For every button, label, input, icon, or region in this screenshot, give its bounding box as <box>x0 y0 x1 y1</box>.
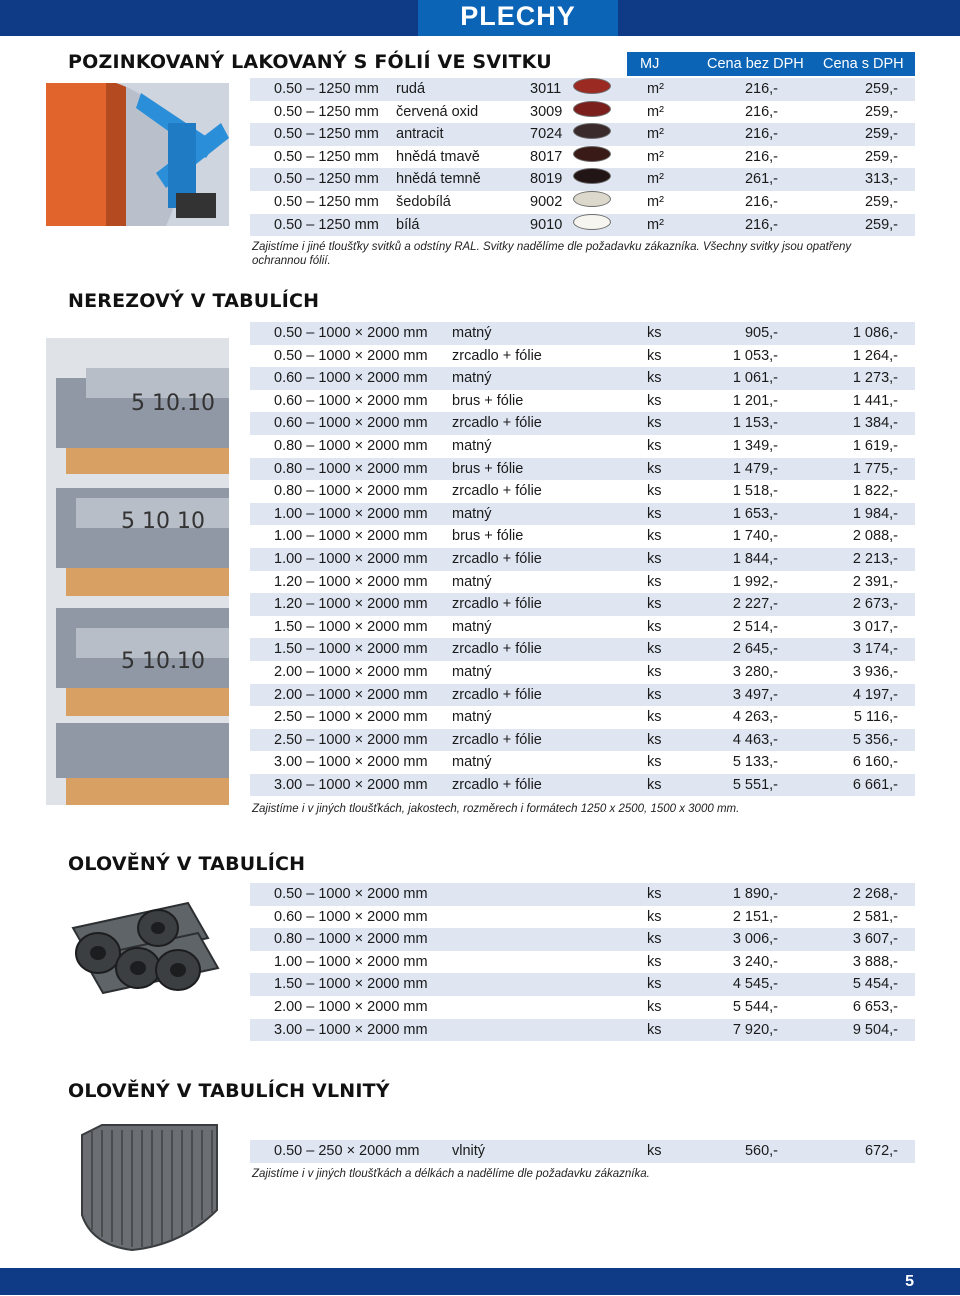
row-price-with-vat: 1 441,- <box>852 392 898 409</box>
row-price-without-vat: 216,- <box>744 193 778 210</box>
table-row <box>250 101 915 124</box>
color-swatch <box>573 214 611 230</box>
table-header <box>627 52 915 76</box>
note-nerezovy: Zajistíme i v jiných tloušťkách, jakostech, rozměrech i formátech 1250 x 2500, 1500 x 3000 mm. <box>252 803 740 815</box>
table-row <box>250 1019 915 1042</box>
table-nerezovy <box>250 322 915 796</box>
row-price-with-vat: 672,- <box>864 1143 898 1159</box>
row-name: brus + fólie <box>452 460 524 477</box>
row-unit: ks <box>647 731 662 748</box>
table-row <box>250 525 915 548</box>
row-price-with-vat: 2 213,- <box>852 550 898 567</box>
row-price-with-vat: 5 356,- <box>852 731 898 748</box>
row-price-with-vat: 3 888,- <box>852 953 898 970</box>
row-name: zrcadlo + fólie <box>452 483 542 500</box>
lead-rolls-photo <box>68 888 228 1010</box>
row-unit: ks <box>647 908 662 925</box>
row-size: 0.50 – 1000 × 2000 mm <box>274 325 428 341</box>
row-size: 1.00 – 1000 × 2000 mm <box>274 505 428 522</box>
row-name: zrcadlo + fólie <box>452 347 542 364</box>
row-unit: m² <box>647 171 664 188</box>
row-price-with-vat: 259,- <box>864 126 898 143</box>
row-price-with-vat: 1 273,- <box>852 370 898 387</box>
row-size: 2.00 – 1000 × 2000 mm <box>274 663 428 680</box>
section-title-lakovany: POZINKOVANÝ LAKOVANÝ S FÓLIÍ VE SVITKU <box>68 51 552 73</box>
row-size: 1.00 – 1000 × 2000 mm <box>274 953 428 970</box>
row-price-without-vat: 3 280,- <box>732 663 778 680</box>
footer-bar <box>0 1268 960 1295</box>
row-price-with-vat: 6 653,- <box>852 998 898 1015</box>
row-unit: ks <box>647 325 662 341</box>
row-price-without-vat: 216,- <box>744 103 778 120</box>
row-unit: ks <box>647 776 662 793</box>
table-row <box>250 390 915 413</box>
lead-rolls-image <box>68 888 228 1010</box>
steel-sheets-image <box>46 338 229 805</box>
row-size: 1.50 – 1000 × 2000 mm <box>274 618 428 635</box>
row-unit: ks <box>647 709 662 726</box>
row-price-with-vat: 2 391,- <box>852 573 898 590</box>
row-price-with-vat: 1 086,- <box>852 325 898 341</box>
table-row <box>250 168 915 191</box>
row-size: 2.00 – 1000 × 2000 mm <box>274 686 428 703</box>
table-row <box>250 616 915 639</box>
row-name: zrcadlo + fólie <box>452 596 542 613</box>
row-price-without-vat: 1 518,- <box>732 483 778 500</box>
row-size: 0.50 – 1250 mm <box>274 148 379 165</box>
row-unit: ks <box>647 998 662 1015</box>
row-size: 1.20 – 1000 × 2000 mm <box>274 573 428 590</box>
note-lakovany: Zajistíme i jiné tloušťky svitků a odstíny RAL. Svitky nadělíme dle požadavku zákazníka. Všechny svitky jsou opatřeny ochrannou fólií. <box>252 241 852 267</box>
row-size: 0.80 – 1000 × 2000 mm <box>274 483 428 500</box>
row-ral-code: 7024 <box>530 126 563 143</box>
page-number: 5 <box>905 1273 914 1290</box>
row-price-with-vat: 259,- <box>864 216 898 233</box>
row-name: matný <box>452 505 492 522</box>
row-name: matný <box>452 573 492 590</box>
row-price-without-vat: 1 844,- <box>732 550 778 567</box>
row-ral-code: 3011 <box>530 81 562 97</box>
row-name: matný <box>452 618 492 635</box>
row-size: 0.80 – 1000 × 2000 mm <box>274 437 428 454</box>
table-row <box>250 751 915 774</box>
row-unit: ks <box>647 370 662 387</box>
table-row <box>250 729 915 752</box>
color-swatch <box>573 168 611 184</box>
note-vlnity: Zajistíme i v jiných tloušťkách a délkách a nadělíme dle požadavku zákazníka. <box>252 1168 650 1180</box>
row-price-without-vat: 1 153,- <box>732 415 778 432</box>
section-title-nerezovy: NEREZOVÝ V TABULÍCH <box>68 290 320 312</box>
row-unit: m² <box>647 103 664 120</box>
row-price-without-vat: 905,- <box>744 325 778 341</box>
row-price-without-vat: 216,- <box>744 126 778 143</box>
row-price-without-vat: 1 053,- <box>732 347 778 364</box>
table-row <box>250 928 915 951</box>
row-price-without-vat: 1 740,- <box>732 528 778 545</box>
row-price-with-vat: 1 384,- <box>852 415 898 432</box>
row-unit: ks <box>647 392 662 409</box>
row-unit: ks <box>647 437 662 454</box>
row-size: 0.50 – 1250 mm <box>274 216 379 233</box>
table-oloveny <box>250 883 915 1041</box>
row-size: 0.50 – 1250 mm <box>274 193 379 210</box>
row-price-without-vat: 2 151,- <box>732 908 778 925</box>
row-price-without-vat: 2 514,- <box>732 618 778 635</box>
row-unit: m² <box>647 193 664 210</box>
row-name: brus + fólie <box>452 392 524 409</box>
row-price-with-vat: 3 174,- <box>852 641 898 658</box>
row-price-with-vat: 1 822,- <box>852 483 898 500</box>
row-name: hnědá temně <box>396 171 481 188</box>
table-row <box>250 412 915 435</box>
table-row <box>250 883 915 906</box>
row-unit: ks <box>647 347 662 364</box>
row-unit: ks <box>647 754 662 771</box>
row-price-without-vat: 4 463,- <box>732 731 778 748</box>
top-bar <box>0 0 960 36</box>
table-row <box>250 503 915 526</box>
row-price-with-vat: 1 619,- <box>852 437 898 454</box>
color-swatch <box>573 146 611 162</box>
row-price-without-vat: 1 061,- <box>732 370 778 387</box>
row-price-with-vat: 3 017,- <box>852 618 898 635</box>
row-price-without-vat: 2 227,- <box>732 596 778 613</box>
row-name: matný <box>452 370 492 387</box>
row-price-with-vat: 259,- <box>864 148 898 165</box>
row-price-with-vat: 259,- <box>864 81 898 97</box>
row-ral-code: 3009 <box>530 103 563 120</box>
row-size: 0.50 – 1250 mm <box>274 81 379 97</box>
row-unit: ks <box>647 1143 662 1159</box>
row-unit: ks <box>647 686 662 703</box>
row-price-with-vat: 313,- <box>864 171 898 188</box>
row-unit: ks <box>647 641 662 658</box>
color-swatch <box>573 123 611 139</box>
row-price-without-vat: 1 201,- <box>732 392 778 409</box>
row-name: zrcadlo + fólie <box>452 686 542 703</box>
row-name: rudá <box>396 81 426 97</box>
row-size: 0.50 – 1250 mm <box>274 103 379 120</box>
row-price-with-vat: 2 673,- <box>852 596 898 613</box>
row-size: 0.60 – 1000 × 2000 mm <box>274 392 428 409</box>
row-price-without-vat: 1 890,- <box>732 886 778 902</box>
row-price-with-vat: 2 088,- <box>852 528 898 545</box>
table-row <box>250 996 915 1019</box>
row-unit: m² <box>647 81 664 97</box>
row-price-with-vat: 3 936,- <box>852 663 898 680</box>
row-unit: ks <box>647 550 662 567</box>
row-unit: ks <box>647 460 662 477</box>
row-unit: ks <box>647 528 662 545</box>
section-title-vlnity: OLOVĚNÝ V TABULÍCH VLNITÝ <box>68 1080 390 1102</box>
table-row <box>250 684 915 707</box>
coil-image <box>46 83 229 226</box>
table-row <box>250 906 915 929</box>
row-price-with-vat: 1 984,- <box>852 505 898 522</box>
row-unit: ks <box>647 505 662 522</box>
row-price-with-vat: 1 264,- <box>852 347 898 364</box>
row-unit: ks <box>647 596 662 613</box>
row-size: 0.60 – 1000 × 2000 mm <box>274 415 428 432</box>
row-unit: ks <box>647 931 662 948</box>
row-size: 2.50 – 1000 × 2000 mm <box>274 731 428 748</box>
row-unit: ks <box>647 1021 662 1038</box>
col-mj: MJ <box>640 56 660 72</box>
svg-text:5 10.10: 5 10.10 <box>131 391 215 416</box>
row-price-with-vat: 2 268,- <box>852 886 898 902</box>
row-unit: ks <box>647 415 662 432</box>
row-unit: m² <box>647 126 664 143</box>
table-row <box>250 774 915 797</box>
row-name: matný <box>452 325 492 341</box>
row-price-with-vat: 1 775,- <box>852 460 898 477</box>
svg-text:5 10.10: 5 10.10 <box>121 649 205 674</box>
row-size: 0.80 – 1000 × 2000 mm <box>274 931 428 948</box>
row-size: 0.80 – 1000 × 2000 mm <box>274 460 428 477</box>
row-price-with-vat: 6 661,- <box>852 776 898 793</box>
table-row <box>250 123 915 146</box>
row-price-without-vat: 1 349,- <box>732 437 778 454</box>
color-swatch <box>573 191 611 207</box>
row-price-with-vat: 4 197,- <box>852 686 898 703</box>
table-row <box>250 191 915 214</box>
color-swatch <box>573 101 611 117</box>
row-name: bílá <box>396 216 420 233</box>
row-size: 0.50 – 1000 × 2000 mm <box>274 886 428 902</box>
row-size: 2.50 – 1000 × 2000 mm <box>274 709 428 726</box>
row-unit: ks <box>647 483 662 500</box>
row-name: zrcadlo + fólie <box>452 776 542 793</box>
row-name: matný <box>452 663 492 680</box>
row-price-with-vat: 6 160,- <box>852 754 898 771</box>
table-row <box>250 706 915 729</box>
row-size: 0.50 – 1000 × 2000 mm <box>274 347 428 364</box>
table-row <box>250 214 915 237</box>
row-size: 0.60 – 1000 × 2000 mm <box>274 370 428 387</box>
row-size: 0.60 – 1000 × 2000 mm <box>274 908 428 925</box>
row-price-without-vat: 216,- <box>744 148 778 165</box>
row-size: 3.00 – 1000 × 2000 mm <box>274 754 428 771</box>
row-price-without-vat: 3 497,- <box>732 686 778 703</box>
row-name: matný <box>452 437 492 454</box>
row-unit: ks <box>647 618 662 635</box>
row-size: 1.50 – 1000 × 2000 mm <box>274 976 428 993</box>
row-size: 3.00 – 1000 × 2000 mm <box>274 1021 428 1038</box>
row-price-with-vat: 3 607,- <box>852 931 898 948</box>
row-name: brus + fólie <box>452 528 524 545</box>
row-unit: ks <box>647 886 662 902</box>
row-name: zrcadlo + fólie <box>452 415 542 432</box>
table-row <box>250 345 915 368</box>
table-row <box>250 435 915 458</box>
row-price-without-vat: 5 133,- <box>732 754 778 771</box>
row-price-without-vat: 560,- <box>744 1143 778 1159</box>
table-row <box>250 146 915 169</box>
table-row <box>250 548 915 571</box>
row-unit: ks <box>647 953 662 970</box>
row-price-with-vat: 2 581,- <box>852 908 898 925</box>
row-name: zrcadlo + fólie <box>452 550 542 567</box>
row-name: matný <box>452 754 492 771</box>
row-size: 0.50 – 1250 mm <box>274 126 379 143</box>
row-size: 0.50 – 1250 mm <box>274 171 379 188</box>
table-row <box>250 951 915 974</box>
row-price-without-vat: 3 006,- <box>732 931 778 948</box>
row-price-without-vat: 1 653,- <box>732 505 778 522</box>
row-price-with-vat: 259,- <box>864 103 898 120</box>
table-row <box>250 571 915 594</box>
svg-text:5 10 10: 5 10 10 <box>121 509 205 534</box>
table-row <box>250 367 915 390</box>
table-row <box>250 458 915 481</box>
row-price-without-vat: 216,- <box>744 81 778 97</box>
row-unit: m² <box>647 148 664 165</box>
col-price-without-vat: Cena bez DPH <box>707 56 804 72</box>
row-unit: ks <box>647 663 662 680</box>
row-size: 1.00 – 1000 × 2000 mm <box>274 550 428 567</box>
row-unit: ks <box>647 976 662 993</box>
row-price-without-vat: 5 544,- <box>732 998 778 1015</box>
row-price-without-vat: 3 240,- <box>732 953 778 970</box>
row-size: 1.20 – 1000 × 2000 mm <box>274 596 428 613</box>
row-price-with-vat: 259,- <box>864 193 898 210</box>
row-size: 1.00 – 1000 × 2000 mm <box>274 528 428 545</box>
corrugated-lead-image <box>72 1115 222 1253</box>
table-row <box>250 638 915 661</box>
row-name: zrcadlo + fólie <box>452 731 542 748</box>
table-row <box>250 973 915 996</box>
row-name: hnědá tmavě <box>396 148 480 165</box>
table-row <box>250 1140 915 1163</box>
row-name: antracit <box>396 126 444 143</box>
color-swatch <box>573 78 611 94</box>
row-ral-code: 9010 <box>530 216 563 233</box>
row-name: matný <box>452 709 492 726</box>
row-size: 2.00 – 1000 × 2000 mm <box>274 998 428 1015</box>
col-price-with-vat: Cena s DPH <box>823 56 904 72</box>
row-name: zrcadlo + fólie <box>452 641 542 658</box>
row-price-with-vat: 5 454,- <box>852 976 898 993</box>
row-price-without-vat: 1 479,- <box>732 460 778 477</box>
row-price-with-vat: 5 116,- <box>853 709 898 726</box>
row-ral-code: 8019 <box>530 171 563 188</box>
row-price-without-vat: 4 263,- <box>732 709 778 726</box>
table-row <box>250 322 915 345</box>
row-size: 3.00 – 1000 × 2000 mm <box>274 776 428 793</box>
row-price-without-vat: 2 645,- <box>732 641 778 658</box>
table-lakovany <box>250 78 915 236</box>
row-price-without-vat: 261,- <box>744 171 778 188</box>
corrugated-lead-photo <box>72 1115 222 1253</box>
row-unit: ks <box>647 573 662 590</box>
row-price-without-vat: 5 551,- <box>732 776 778 793</box>
table-row <box>250 78 915 101</box>
row-price-without-vat: 216,- <box>744 216 778 233</box>
section-title-oloveny: OLOVĚNÝ V TABULÍCH <box>68 853 306 875</box>
coil-photo <box>46 83 229 226</box>
table-vlnity <box>250 1140 915 1163</box>
table-row <box>250 593 915 616</box>
row-name: šedobílá <box>396 193 451 210</box>
row-price-without-vat: 1 992,- <box>732 573 778 590</box>
row-ral-code: 8017 <box>530 148 563 165</box>
row-size: 1.50 – 1000 × 2000 mm <box>274 641 428 658</box>
row-size: 0.50 – 250 × 2000 mm <box>274 1143 420 1159</box>
table-row <box>250 661 915 684</box>
row-unit: m² <box>647 216 664 233</box>
row-price-without-vat: 7 920,- <box>732 1021 778 1038</box>
row-name: červená oxid <box>396 103 479 120</box>
row-ral-code: 9002 <box>530 193 563 210</box>
table-row <box>250 480 915 503</box>
page-title: PLECHY <box>418 0 618 36</box>
row-price-without-vat: 4 545,- <box>732 976 778 993</box>
row-name: vlnitý <box>452 1143 486 1159</box>
steel-sheets-photo <box>46 338 229 805</box>
row-price-with-vat: 9 504,- <box>852 1021 898 1038</box>
